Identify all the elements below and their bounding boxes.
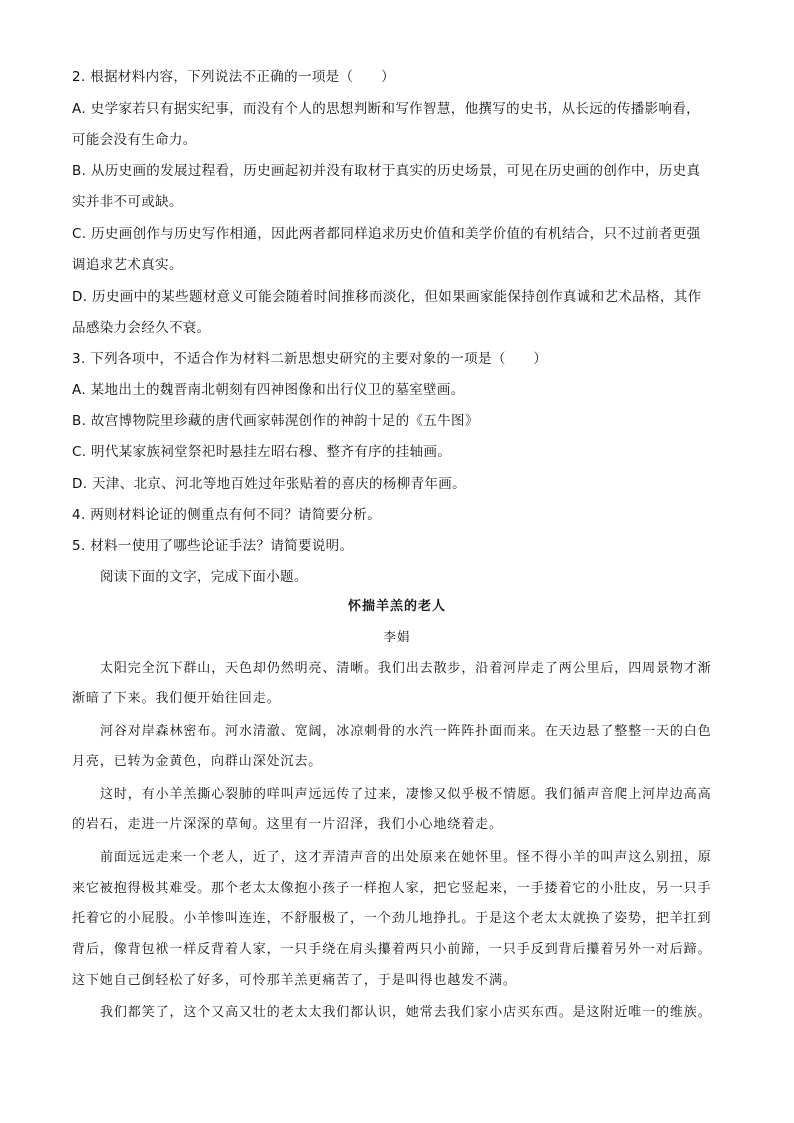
question-4: 4. 两则材料论证的侧重点有何不同？请简要分析。 <box>72 507 382 523</box>
question-2-option-d-line-2: 品感染力会经久不衰。 <box>72 320 211 336</box>
question-5: 5. 材料一使用了哪些论证手法？请简要说明。 <box>72 538 354 554</box>
story-paragraph-3-line-1: 这时，有小羊羔撕心裂肺的咩叫声远远传了过来，凄惨又似乎极不情愿。我们循声音爬上河岸边高高 <box>100 787 712 802</box>
question-3-option-a: A. 某地出土的魏晋南北朝刻有四神图像和出行仪卫的墓室壁画。 <box>72 382 465 398</box>
question-2-stem: 2. 根据材料内容，下列说法不正确的一项是（ ） <box>72 69 395 85</box>
question-2-option-c-line-1: C. 历史画创作与历史写作相通，因此两者都同样追求历史价值和美学价值的有机结合，只不过前者更强 <box>72 226 701 242</box>
reading-instruction: 阅读下面的文字，完成下面小题。 <box>100 569 308 585</box>
question-3-stem: 3. 下列各项中，不适合作为材料二新思想史研究的主要对象的一项是（ ） <box>72 351 548 367</box>
question-3-option-b: B. 故宫博物院里珍藏的唐代画家韩滉创作的神韵十足的《五牛图》 <box>72 413 479 429</box>
story-paragraph-4-line-4: 背后，像背包袱一样反背着人家，一只手绕在肩头攥着两只小前蹄，一只手反到背后攥着另外一对后蹄。 <box>72 942 712 957</box>
story-paragraph-2-line-2: 月亮，已转为金黄色，向群山深处沉去。 <box>72 754 323 769</box>
question-3-option-c: C. 明代某家族祠堂祭祀时悬挂左昭右穆、整齐有序的挂轴画。 <box>72 444 452 460</box>
story-author: 李娟 <box>383 629 411 644</box>
story-paragraph-5-line-1: 我们都笑了，这个又高又壮的老太太我们都认识，她常去我们家小店买东西。是这附近唯一的维族。 <box>100 1005 712 1020</box>
story-paragraph-1-line-2: 渐暗了下来。我们便开始往回走。 <box>72 691 281 706</box>
question-2-option-b-line-1: B. 从历史画的发展过程看，历史画起初并没有取材于真实的历史场景，可见在历史画的创作中，历史真 <box>72 163 701 179</box>
story-paragraph-1-line-1: 太阳完全沉下群山，天色却仍然明亮、清晰。我们出去散步，沿着河岸走了两公里后，四周景物才渐 <box>100 661 712 676</box>
story-paragraph-3-line-2: 的岩石，走进一片深深的草甸。这里有一片沼泽，我们小心地绕着走。 <box>72 817 503 832</box>
story-paragraph-4-line-3: 托着它的小屁股。小羊惨叫连连，不舒服极了，一个劲儿地挣扎。于是这个老太太就换了姿势，把羊扛到 <box>72 911 712 926</box>
question-2-option-c-line-2: 调追求艺术真实。 <box>72 257 183 273</box>
story-paragraph-4-line-5: 这下她自己倒轻松了好多，可怜那羊羔更痛苦了，于是叫得也越发不满。 <box>72 973 517 988</box>
story-paragraph-2-line-1: 河谷对岸森林密布。河水清澈、宽阔，冰凉刺骨的水汽一阵阵扑面而来。在天边悬了整整一天的白色 <box>100 724 712 739</box>
question-2-option-a-line-2: 可能会没有生命力。 <box>72 132 197 148</box>
question-3-option-d: D. 天津、北京、河北等地百姓过年张贴着的喜庆的杨柳青年画。 <box>72 476 466 492</box>
story-paragraph-4-line-1: 前面远远走来一个老人，近了，这才弄清声音的出处原来在她怀里。怪不得小羊的叫声这么别扭，原 <box>100 850 712 865</box>
question-2-option-a-line-1: A. 史学家若只有据实纪事，而没有个人的思想判断和写作智慧，他撰写的史书，从长远的传播影响看， <box>72 101 701 117</box>
story-title: 怀揣羊羔的老人 <box>347 599 446 614</box>
question-2-option-b-line-2: 实并非不可或缺。 <box>72 194 183 210</box>
question-2-option-d-line-1: D. 历史画中的某些题材意义可能会随着时间推移而淡化，但如果画家能保持创作真诚和艺术品格，其作 <box>72 289 702 305</box>
story-paragraph-4-line-2: 来它被抱得极其难受。那个老太太像抱小孩子一样抱人家，把它竖起来，一手搂着它的小肚皮，另一只手 <box>72 881 712 896</box>
